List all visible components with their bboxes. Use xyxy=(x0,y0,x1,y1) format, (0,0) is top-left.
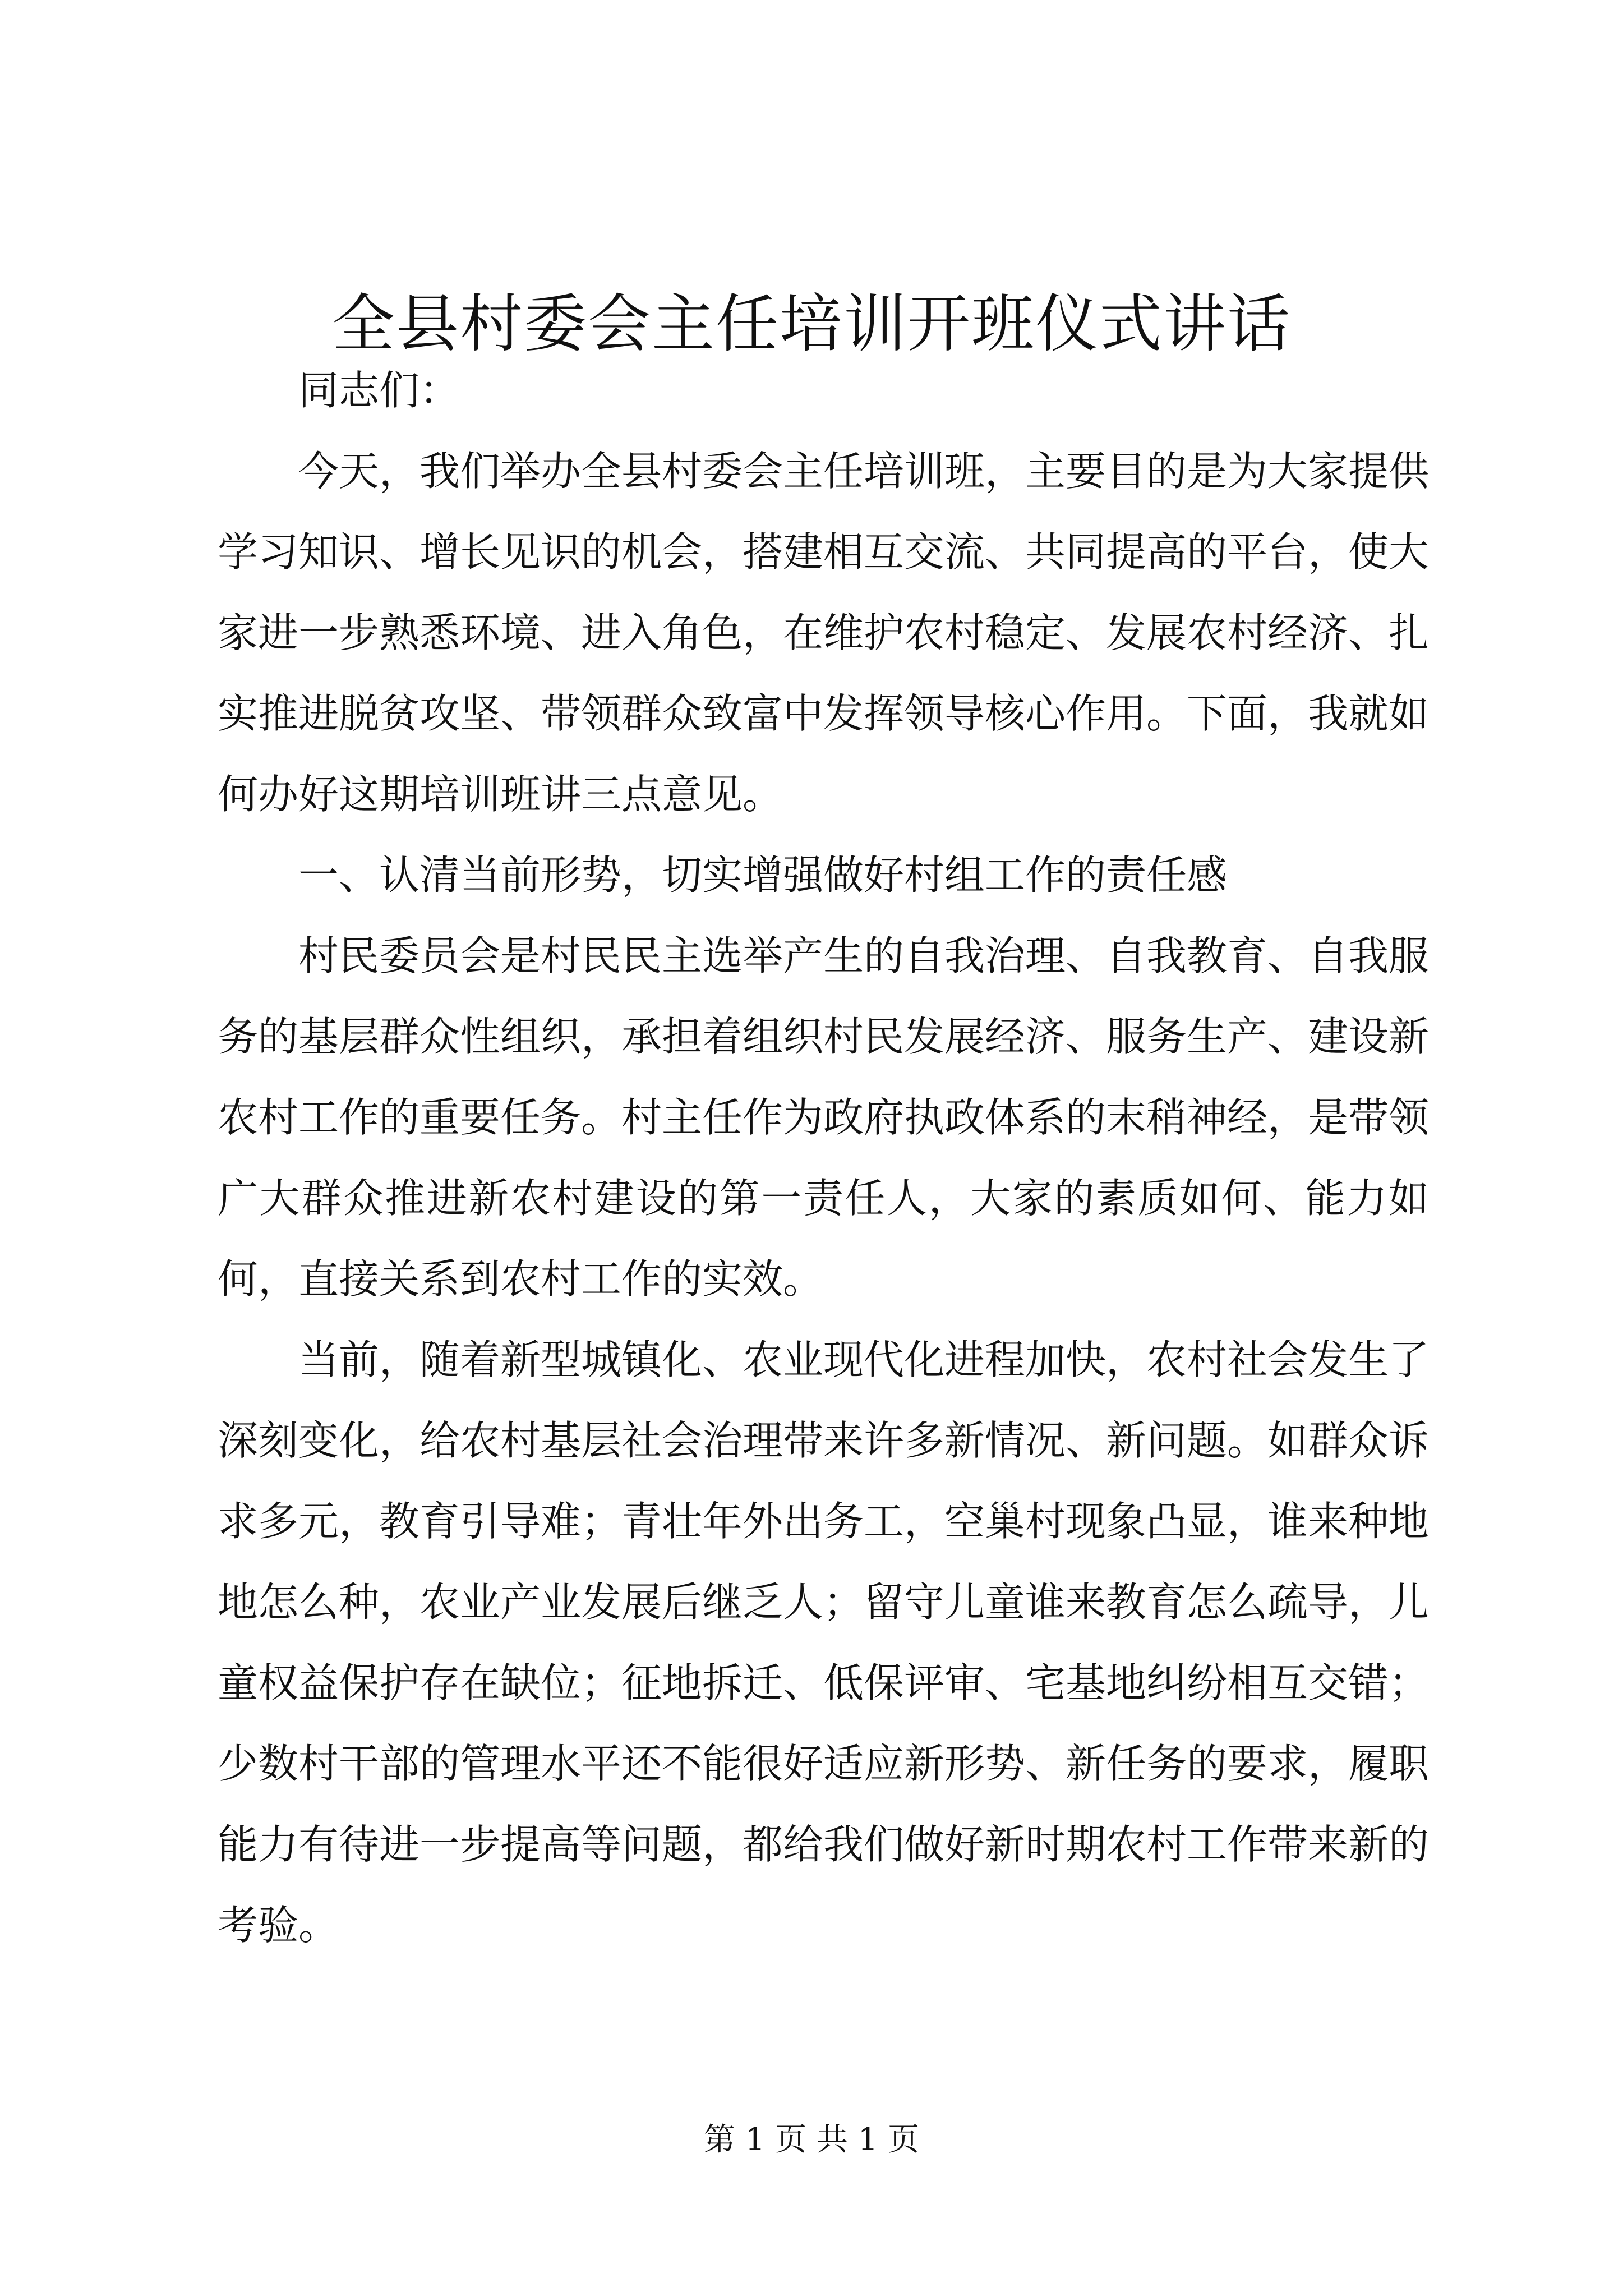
document-body xyxy=(218,350,1429,1966)
body-paragraph: 村民委员会是村民民主选举产生的自我治理、自我教育、自我服务的基层群众性组织，承担着组织村民发展经济、服务生产、建设新农村工作的重要任务。村主任作为政府执政体系的末稍神经，是带领广大群众推进新农村建设的第一责任人，大家的素质如何、能力如何，直接关系到农村工作的实效。 xyxy=(218,932,1430,1303)
salutation-paragraph: 同志们： xyxy=(298,367,460,414)
body-paragraph: 当前，随着新型城镇化、农业现代化进程加快，农村社会发生了深刻变化，给农村基层社会治理带来许多新情况、新问题。如群众诉求多元，教育引导难；青壮年外出务工，空巢村现象凸显，谁来种地地怎么种，农业产业发展后继乏人；留守儿童谁来教育怎么疏导，儿童权益保护存在缺位；征地拆迁、低保评审、宅基地纠纷相互交错；少数村干部的管理水平还不能很好适应新形势、新任务的要求，履职能力有待进一步提高等问题，都给我们做好新时期农村工作带来新的考验。 xyxy=(218,1336,1430,1949)
section-heading: 一、认清当前形势，切实增强做好村组工作的责任感 xyxy=(298,852,1228,899)
document-title: 全县村委会主任培训开班仪式讲话 xyxy=(332,288,1291,361)
page-footer: 第 1 页 共 1 页 xyxy=(703,2122,920,2158)
body-paragraph: 今天，我们举办全县村委会主任培训班，主要目的是为大家提供学习知识、增长见识的机会，搭建相互交流、共同提高的平台，使大家进一步熟悉环境、进入角色，在维护农村稳定、发展农村经济、扎实推进脱贫攻坚、带领群众致富中发挥领导核心作用。下面，我就如何办好这期培训班讲三点意见。 xyxy=(218,448,1430,818)
